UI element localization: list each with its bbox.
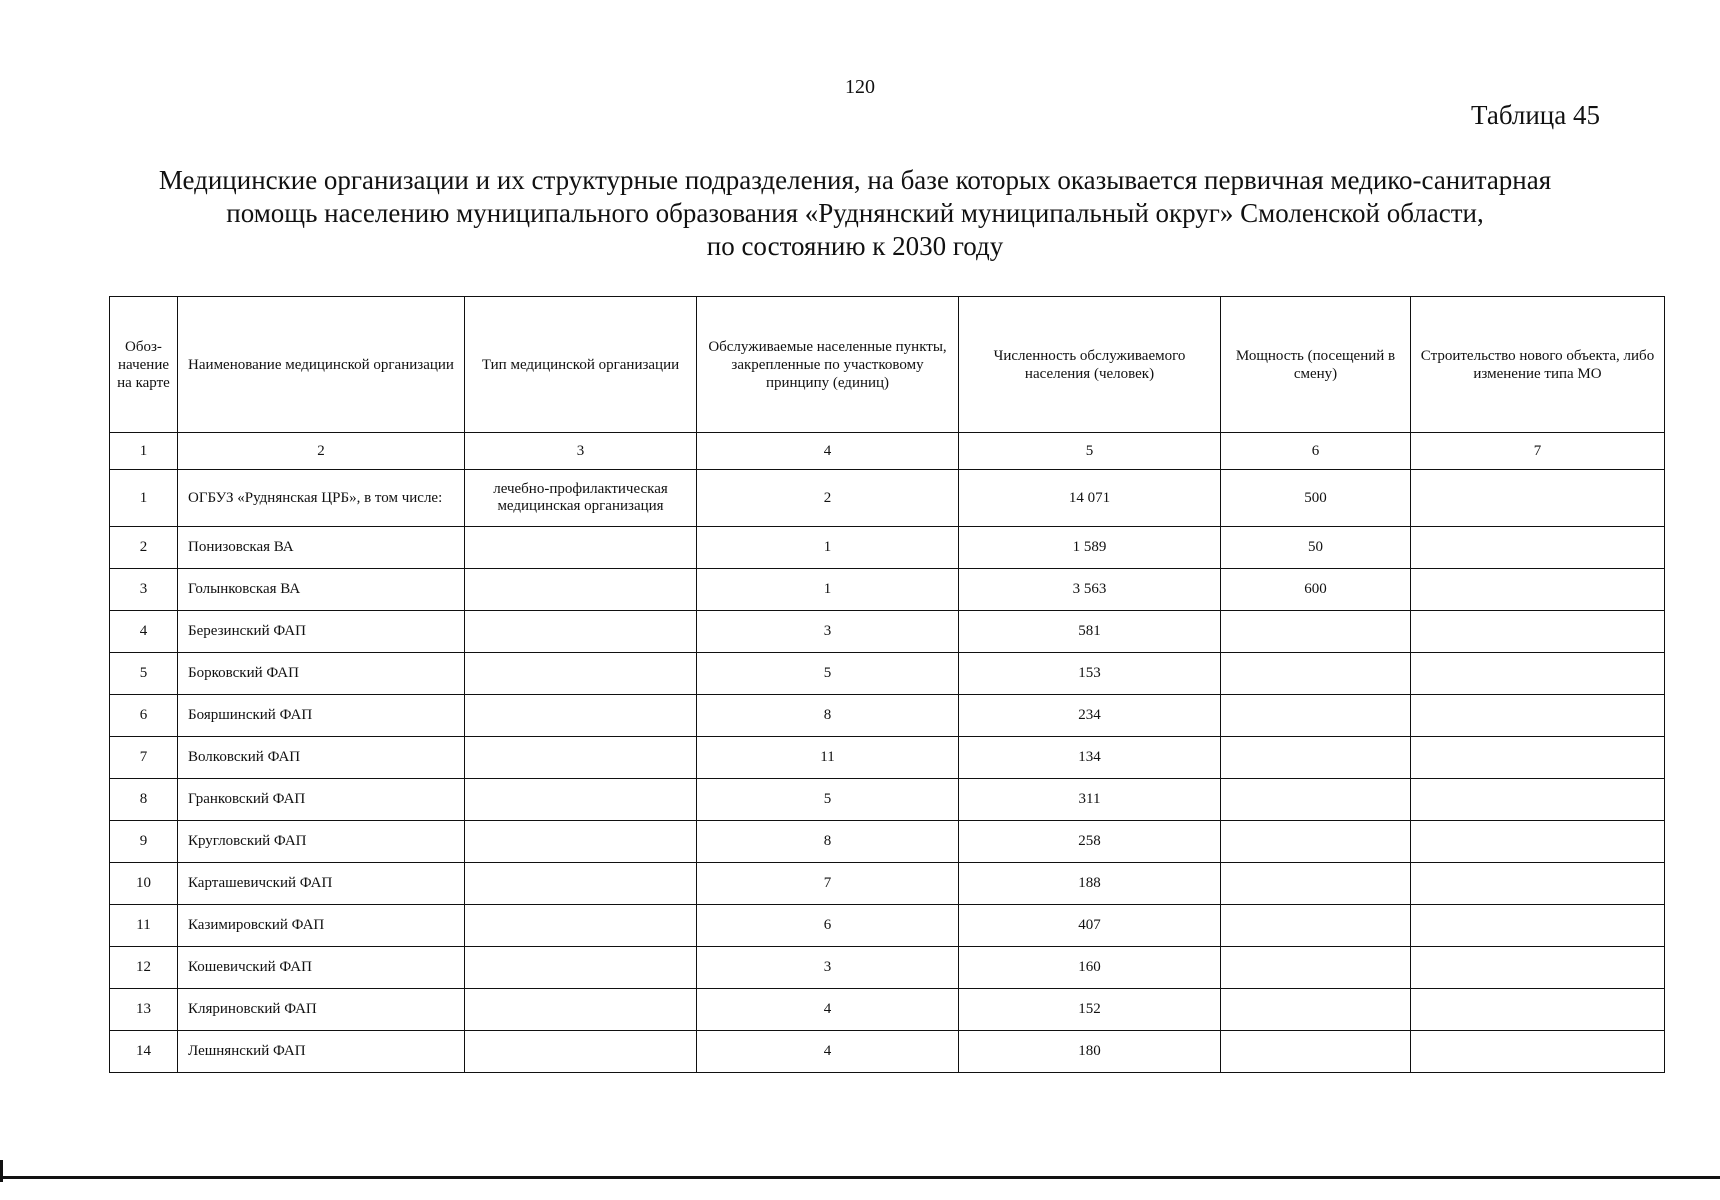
row-organization-name: Лешнянский ФАП xyxy=(178,1031,465,1073)
row-population: 581 xyxy=(959,611,1221,653)
row-designation: 9 xyxy=(110,821,178,863)
row-organization-name: Казимировский ФАП xyxy=(178,905,465,947)
row-designation: 8 xyxy=(110,779,178,821)
row-organization-type xyxy=(465,821,697,863)
row-organization-type xyxy=(465,905,697,947)
row-settlements-count: 3 xyxy=(697,611,959,653)
row-capacity xyxy=(1221,653,1411,695)
row-capacity: 50 xyxy=(1221,527,1411,569)
table-row xyxy=(110,653,1665,695)
row-organization-name: Голынковская ВА xyxy=(178,569,465,611)
left-scan-edge xyxy=(0,1160,3,1182)
row-capacity xyxy=(1221,989,1411,1031)
column-number: 5 xyxy=(959,433,1221,470)
table-row xyxy=(110,779,1665,821)
row-construction xyxy=(1411,470,1665,527)
row-population: 160 xyxy=(959,947,1221,989)
row-capacity xyxy=(1221,779,1411,821)
table-header-row xyxy=(110,297,1665,433)
row-capacity xyxy=(1221,737,1411,779)
row-construction xyxy=(1411,569,1665,611)
row-settlements-count: 7 xyxy=(697,863,959,905)
row-capacity xyxy=(1221,1031,1411,1073)
row-organization-type xyxy=(465,569,697,611)
row-settlements-count: 1 xyxy=(697,569,959,611)
row-organization-name: Борковский ФАП xyxy=(178,653,465,695)
table-label: Таблица 45 xyxy=(1471,100,1600,130)
column-number: 4 xyxy=(697,433,959,470)
column-number: 7 xyxy=(1411,433,1665,470)
table-row xyxy=(110,695,1665,737)
row-construction xyxy=(1411,905,1665,947)
row-designation: 13 xyxy=(110,989,178,1031)
row-settlements-count: 1 xyxy=(697,527,959,569)
column-number: 6 xyxy=(1221,433,1411,470)
row-capacity: 500 xyxy=(1221,470,1411,527)
row-capacity xyxy=(1221,611,1411,653)
row-organization-name: Кругловский ФАП xyxy=(178,821,465,863)
table-row xyxy=(110,737,1665,779)
row-designation: 1 xyxy=(110,470,178,527)
row-settlements-count: 4 xyxy=(697,1031,959,1073)
row-organization-type xyxy=(465,653,697,695)
table-row xyxy=(110,863,1665,905)
row-organization-type xyxy=(465,611,697,653)
row-organization-name: ОГБУЗ «Руднянская ЦРБ», в том числе: xyxy=(178,470,465,527)
row-designation: 4 xyxy=(110,611,178,653)
table-row xyxy=(110,947,1665,989)
document-title xyxy=(60,164,1650,263)
row-population: 188 xyxy=(959,863,1221,905)
row-settlements-count: 2 xyxy=(697,470,959,527)
table-row xyxy=(110,569,1665,611)
row-settlements-count: 3 xyxy=(697,947,959,989)
row-population: 152 xyxy=(959,989,1221,1031)
column-header-designation: Обоз-начение на карте xyxy=(110,297,178,433)
column-number: 1 xyxy=(110,433,178,470)
table-row xyxy=(110,905,1665,947)
row-organization-type xyxy=(465,779,697,821)
row-capacity xyxy=(1221,863,1411,905)
row-designation: 12 xyxy=(110,947,178,989)
row-organization-name: Волковский ФАП xyxy=(178,737,465,779)
page-number: 120 xyxy=(845,76,875,98)
row-population: 134 xyxy=(959,737,1221,779)
row-designation: 10 xyxy=(110,863,178,905)
row-organization-name: Карташевичский ФАП xyxy=(178,863,465,905)
table-row xyxy=(110,1031,1665,1073)
row-population: 180 xyxy=(959,1031,1221,1073)
table-row xyxy=(110,527,1665,569)
row-organization-name: Кошевичский ФАП xyxy=(178,947,465,989)
column-header-name: Наименование медицинской организации xyxy=(178,297,465,433)
row-designation: 14 xyxy=(110,1031,178,1073)
row-construction xyxy=(1411,611,1665,653)
row-capacity xyxy=(1221,695,1411,737)
row-organization-name: Березинский ФАП xyxy=(178,611,465,653)
row-population: 3 563 xyxy=(959,569,1221,611)
table-body xyxy=(110,470,1665,1073)
row-organization-type xyxy=(465,737,697,779)
row-designation: 2 xyxy=(110,527,178,569)
title-line: помощь населению муниципального образования «Руднянский муниципальный округ» Смоленской области, xyxy=(226,198,1484,228)
table-row xyxy=(110,821,1665,863)
row-capacity xyxy=(1221,947,1411,989)
row-population: 311 xyxy=(959,779,1221,821)
row-organization-name: Бояршинский ФАП xyxy=(178,695,465,737)
row-organization-type xyxy=(465,527,697,569)
column-header-capacity: Мощность (посещений в смену) xyxy=(1221,297,1411,433)
row-population: 234 xyxy=(959,695,1221,737)
table-row xyxy=(110,470,1665,527)
column-number: 3 xyxy=(465,433,697,470)
row-construction xyxy=(1411,947,1665,989)
row-organization-type: лечебно-профилактическая медицинская организация xyxy=(465,470,697,527)
column-header-settlements: Обслуживаемые населенные пункты, закрепленные по участковому принципу (единиц) xyxy=(697,297,959,433)
row-settlements-count: 4 xyxy=(697,989,959,1031)
title-line: Медицинские организации и их структурные подразделения, на базе которых оказывается первичная медико-санитарная xyxy=(158,165,1552,195)
row-designation: 11 xyxy=(110,905,178,947)
medical-organizations-table xyxy=(109,296,1665,1073)
row-capacity: 600 xyxy=(1221,569,1411,611)
row-population: 1 589 xyxy=(959,527,1221,569)
row-settlements-count: 8 xyxy=(697,695,959,737)
row-organization-type xyxy=(465,1031,697,1073)
row-settlements-count: 6 xyxy=(697,905,959,947)
row-population: 14 071 xyxy=(959,470,1221,527)
row-construction xyxy=(1411,821,1665,863)
column-header-type: Тип медицинской организации xyxy=(465,297,697,433)
bottom-scan-edge xyxy=(0,1176,1720,1179)
row-settlements-count: 11 xyxy=(697,737,959,779)
row-construction xyxy=(1411,653,1665,695)
row-designation: 6 xyxy=(110,695,178,737)
row-settlements-count: 8 xyxy=(697,821,959,863)
row-settlements-count: 5 xyxy=(697,779,959,821)
row-construction xyxy=(1411,779,1665,821)
row-population: 258 xyxy=(959,821,1221,863)
row-organization-type xyxy=(465,989,697,1031)
row-construction xyxy=(1411,695,1665,737)
title-line: по состоянию к 2030 году xyxy=(706,231,1004,261)
row-settlements-count: 5 xyxy=(697,653,959,695)
column-number-row xyxy=(110,433,1665,470)
row-organization-type xyxy=(465,947,697,989)
row-construction xyxy=(1411,863,1665,905)
row-construction xyxy=(1411,989,1665,1031)
row-organization-name: Гранковский ФАП xyxy=(178,779,465,821)
row-organization-name: Кляриновский ФАП xyxy=(178,989,465,1031)
row-organization-type xyxy=(465,863,697,905)
row-designation: 3 xyxy=(110,569,178,611)
row-population: 407 xyxy=(959,905,1221,947)
row-designation: 5 xyxy=(110,653,178,695)
row-construction xyxy=(1411,737,1665,779)
row-population: 153 xyxy=(959,653,1221,695)
row-capacity xyxy=(1221,821,1411,863)
row-organization-type xyxy=(465,695,697,737)
row-designation: 7 xyxy=(110,737,178,779)
row-organization-name: Понизовская ВА xyxy=(178,527,465,569)
column-header-population: Численность обслуживаемого населения (человек) xyxy=(959,297,1221,433)
table-row xyxy=(110,989,1665,1031)
row-construction xyxy=(1411,1031,1665,1073)
row-capacity xyxy=(1221,905,1411,947)
column-number: 2 xyxy=(178,433,465,470)
table-row xyxy=(110,611,1665,653)
column-header-construction: Строительство нового объекта, либо изменение типа МО xyxy=(1411,297,1665,433)
row-construction xyxy=(1411,527,1665,569)
